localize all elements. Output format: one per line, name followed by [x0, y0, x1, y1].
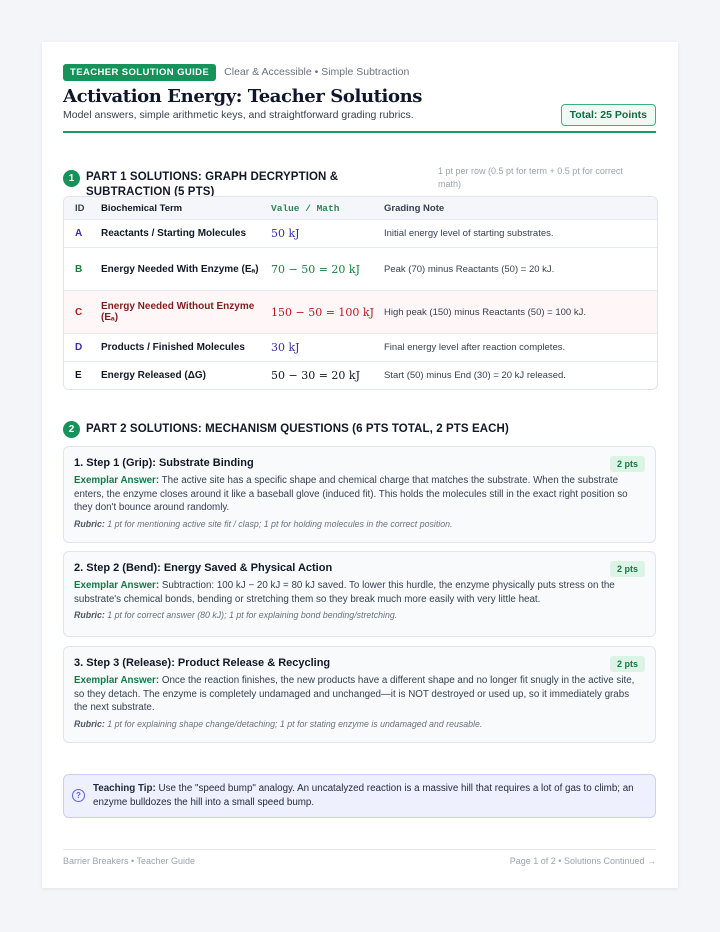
- rubric-text: 1 pt for explaining shape change/detaching; 1 pt for stating enzyme is undamaged and reusable.: [107, 718, 483, 729]
- table-row: [64, 290, 657, 333]
- part1-number: 1: [63, 170, 80, 187]
- row-id: B: [75, 263, 83, 275]
- question-card: [63, 446, 656, 543]
- row-id: E: [75, 370, 82, 381]
- answer-label: Exemplar Answer:: [74, 580, 160, 591]
- row-value: 30 kJ: [271, 341, 300, 354]
- rubric: [74, 610, 645, 620]
- row-term: Products / Finished Molecules: [101, 342, 245, 353]
- answer-label: Exemplar Answer:: [74, 675, 160, 686]
- rubric-label: Rubric:: [74, 518, 105, 529]
- header-row: [63, 63, 656, 81]
- exemplar-answer: [74, 474, 645, 515]
- exemplar-answer: [74, 579, 645, 606]
- table-row: [64, 361, 657, 389]
- tip-text: Use the "speed bump" analogy. An uncatalyzed reaction is a massive hill that requires a lot of gas to climb; an enzyme bulldozes the hill into a small speed bump.: [93, 783, 634, 808]
- row-note: Final energy level after reaction completes.: [384, 342, 566, 353]
- row-value: 70 − 50 = 20 kJ: [271, 262, 360, 276]
- part1-header: [63, 170, 423, 199]
- table-row: [64, 247, 657, 290]
- row-id: A: [75, 228, 83, 239]
- row-term: Energy Released (ΔG): [101, 370, 206, 381]
- row-value: 50 − 30 = 20 kJ: [271, 369, 360, 382]
- header-divider: [63, 131, 656, 133]
- rubric-text: 1 pt for mentioning active site fit / clasp; 1 pt for holding molecules in the correct position.: [107, 518, 453, 529]
- teaching-tip: [63, 774, 656, 818]
- part1-title: PART 1 SOLUTIONS: GRAPH DECRYPTION & SUBTRACTION (5 PTS): [86, 171, 339, 198]
- solutions-table: [63, 196, 658, 390]
- guide-badge: TEACHER SOLUTION GUIDE: [63, 64, 216, 81]
- row-term: Energy Needed Without Enzyme (Eₐ): [101, 301, 255, 323]
- points-badge: 2 pts: [610, 456, 645, 472]
- header-tagline: Clear & Accessible • Simple Subtraction: [224, 66, 410, 78]
- footer-right: Page 1 of 2 • Solutions Continued →: [509, 856, 656, 866]
- rubric: [74, 719, 645, 729]
- col-note-header: Grading Note: [384, 202, 445, 214]
- answer-text: Subtraction: 100 kJ − 20 kJ = 80 kJ saved. To lower this hurdle, the enzyme physically puts stress on the substrate's chemical bonds, bending or stretching them so they break much more easily with very little heat.: [74, 580, 615, 605]
- footer-left: Barrier Breakers • Teacher Guide: [63, 856, 196, 866]
- row-note: High peak (150) minus Reactants (50) = 100 kJ.: [384, 306, 586, 318]
- part2-number: 2: [63, 421, 80, 438]
- answer-text: The active site has a specific shape and chemical charge that matches the substrate. When the substrate enters, the enzyme closes around it like a baseball glove (induced fit). This holds the molecules still in the exact right position so they don't bounce around randomly.: [74, 475, 628, 513]
- rubric-label: Rubric:: [74, 718, 105, 729]
- table-row: [64, 219, 657, 247]
- row-note: Initial energy level of starting substrates.: [384, 228, 554, 239]
- col-term-header: Biochemical Term: [101, 202, 183, 214]
- row-term: Energy Needed With Enzyme (Eₐ): [101, 263, 259, 275]
- row-id: D: [75, 342, 83, 353]
- part1-scoring-note: 1 pt per row (0.5 pt for term + 0.5 pt for correct math): [438, 166, 623, 189]
- answer-text: Once the reaction finishes, the new products have a different shape and no longer fit snugly in the active site, so they detach. The enzyme is completely undamaged and unchanged—it is NOT destroyed or used up, so it immediately grabs the next substrate.: [74, 675, 635, 713]
- answer-label: Exemplar Answer:: [74, 475, 160, 486]
- row-value: 50 kJ: [271, 227, 300, 240]
- question-card: [63, 646, 656, 743]
- table-header-row: [64, 197, 657, 219]
- question-title: 2. Step 2 (Bend): Energy Saved & Physical Action: [74, 562, 333, 574]
- worksheet-page: [42, 42, 678, 888]
- row-note: Start (50) minus End (30) = 20 kJ released.: [384, 370, 566, 381]
- question-mark-icon: ?: [72, 789, 85, 802]
- question-title: 1. Step 1 (Grip): Substrate Binding: [74, 457, 254, 469]
- row-id: C: [75, 306, 83, 318]
- total-points-badge: Total: 25 Points: [561, 104, 656, 126]
- exemplar-answer: [74, 674, 645, 715]
- points-badge: 2 pts: [610, 561, 645, 577]
- page-title: Activation Energy: Teacher Solutions: [63, 86, 423, 107]
- table-row: [64, 333, 657, 361]
- rubric-text: 1 pt for correct answer (80 kJ); 1 pt for explaining bond bending/stretching.: [107, 610, 398, 620]
- rubric-label: Rubric:: [74, 610, 105, 620]
- footer-divider: [63, 849, 656, 850]
- question-card: [63, 551, 656, 637]
- part2-title: PART 2 SOLUTIONS: MECHANISM QUESTIONS (6 PTS TOTAL, 2 PTS EACH): [86, 423, 509, 435]
- col-value-header: Value / Math: [271, 202, 340, 214]
- row-note: Peak (70) minus Reactants (50) = 20 kJ.: [384, 263, 555, 275]
- tip-label: Teaching Tip:: [93, 783, 156, 794]
- rubric: [74, 519, 645, 529]
- row-term: Reactants / Starting Molecules: [101, 228, 247, 239]
- points-badge: 2 pts: [610, 656, 645, 672]
- part2-header: [63, 421, 656, 438]
- row-value: 150 − 50 = 100 kJ: [271, 305, 374, 319]
- col-id-header: ID: [75, 202, 85, 214]
- question-title: 3. Step 3 (Release): Product Release & Recycling: [74, 657, 331, 669]
- page-subtitle: Model answers, simple arithmetic keys, and straightforward grading rubrics.: [63, 109, 414, 121]
